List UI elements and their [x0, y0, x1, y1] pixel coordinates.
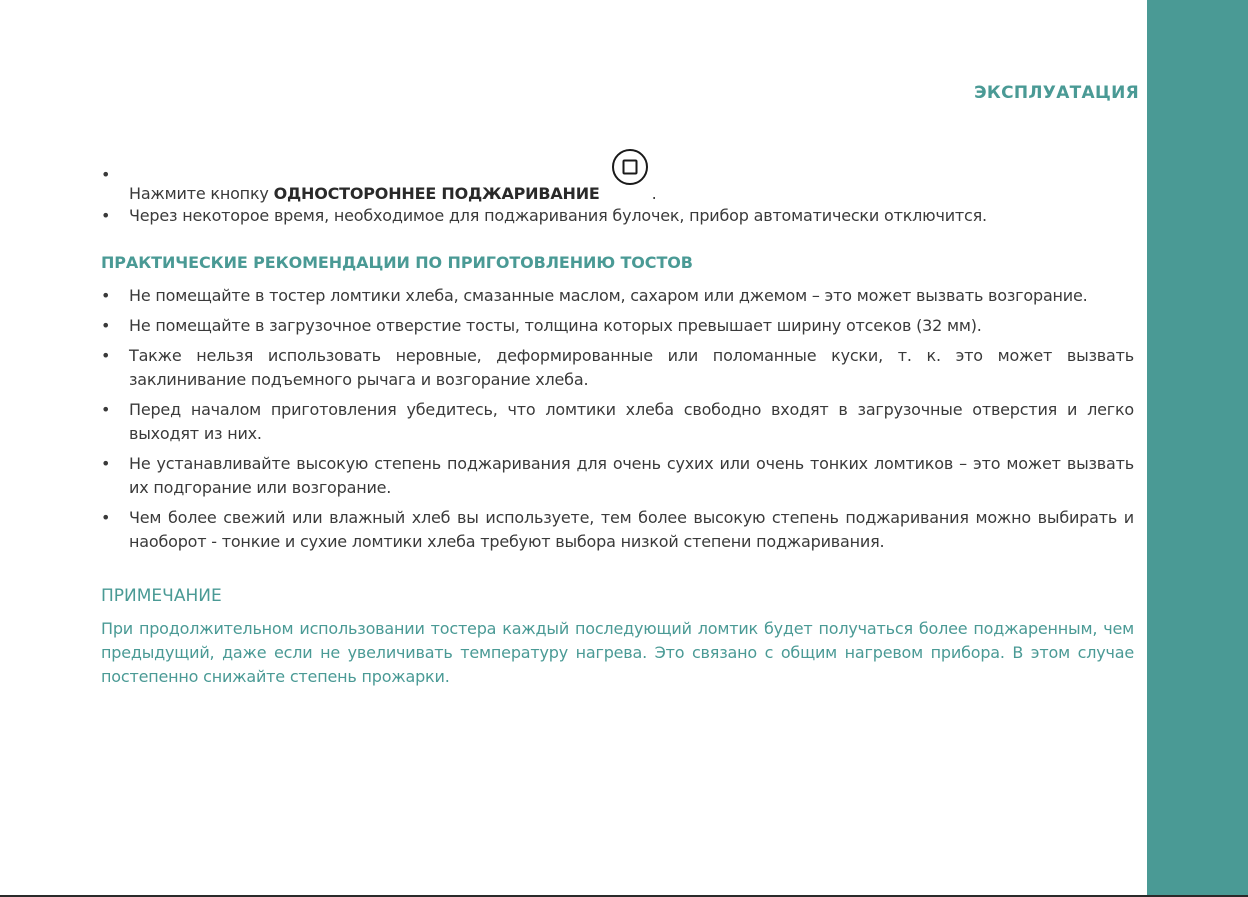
one-side-toast-button-icon — [612, 149, 648, 185]
instructions-list — [101, 163, 1134, 234]
note-text: При продолжительном использовании тостера каждый последующий ломтик будет получаться более поджаренным, чем предыдущий, даже если не увеличивать температуру нагрева. Это связано с общим нагревом прибора. В этом случае постепенно снижайте степень прожарки. — [101, 619, 1134, 686]
tip-text: Также нельзя использовать неровные, деформированные или поломанные куски, т. к. это может вызвать заклинивание подъемного рычага и возгорание хлеба. — [129, 346, 1134, 389]
side-color-bar — [1147, 0, 1248, 895]
section-header: ЭКСПЛУАТАЦИЯ — [974, 83, 1139, 103]
bullet-icon: • — [101, 206, 111, 225]
list-item — [101, 344, 1134, 392]
instruction-text: Через некоторое время, необходимое для поджаривания булочек, прибор автоматически отключится. — [129, 206, 987, 225]
square-icon — [622, 160, 637, 175]
bullet-icon: • — [101, 286, 111, 305]
button-name: ОДНОСТОРОННЕЕ ПОДЖАРИВАНИЕ — [273, 184, 600, 203]
list-item — [101, 452, 1134, 500]
list-item — [101, 398, 1134, 446]
instruction-text: Нажмите кнопку — [129, 184, 274, 203]
bullet-icon: • — [101, 400, 111, 419]
bullet-icon: • — [101, 454, 111, 473]
list-item — [101, 163, 1134, 206]
tips-list — [101, 284, 1134, 560]
bullet-icon: • — [101, 165, 111, 184]
list-item — [101, 314, 1134, 338]
instruction-suffix: . — [651, 184, 657, 203]
bullet-icon: • — [101, 346, 111, 365]
tip-text: Перед началом приготовления убедитесь, что ломтики хлеба свободно входят в загрузочные отверстия и легко выходят из них. — [129, 400, 1134, 443]
note-title: ПРИМЕЧАНИЕ — [101, 586, 222, 606]
list-item — [101, 506, 1134, 554]
bullet-icon: • — [101, 316, 111, 335]
list-item — [101, 204, 1134, 228]
bullet-icon: • — [101, 508, 111, 527]
list-item — [101, 284, 1134, 308]
tip-text: Не помещайте в тостер ломтики хлеба, смазанные маслом, сахаром или джемом – это может вызвать возгорание. — [129, 286, 1088, 305]
tips-title: ПРАКТИЧЕСКИЕ РЕКОМЕНДАЦИИ ПО ПРИГОТОВЛЕНИЮ ТОСТОВ — [101, 253, 693, 272]
tip-text: Не помещайте в загрузочное отверстие тосты, толщина которых превышает ширину отсеков (32 мм). — [129, 316, 982, 335]
tip-text: Чем более свежий или влажный хлеб вы используете, тем более высокую степень поджаривания можно выбирать и наоборот - тонкие и сухие ломтики хлеба требуют выбора низкой степени поджаривания. — [129, 508, 1134, 551]
tip-text: Не устанавливайте высокую степень поджаривания для очень сухих или очень тонких ломтиков – это может вызвать их подгорание или возгорание. — [129, 454, 1134, 497]
